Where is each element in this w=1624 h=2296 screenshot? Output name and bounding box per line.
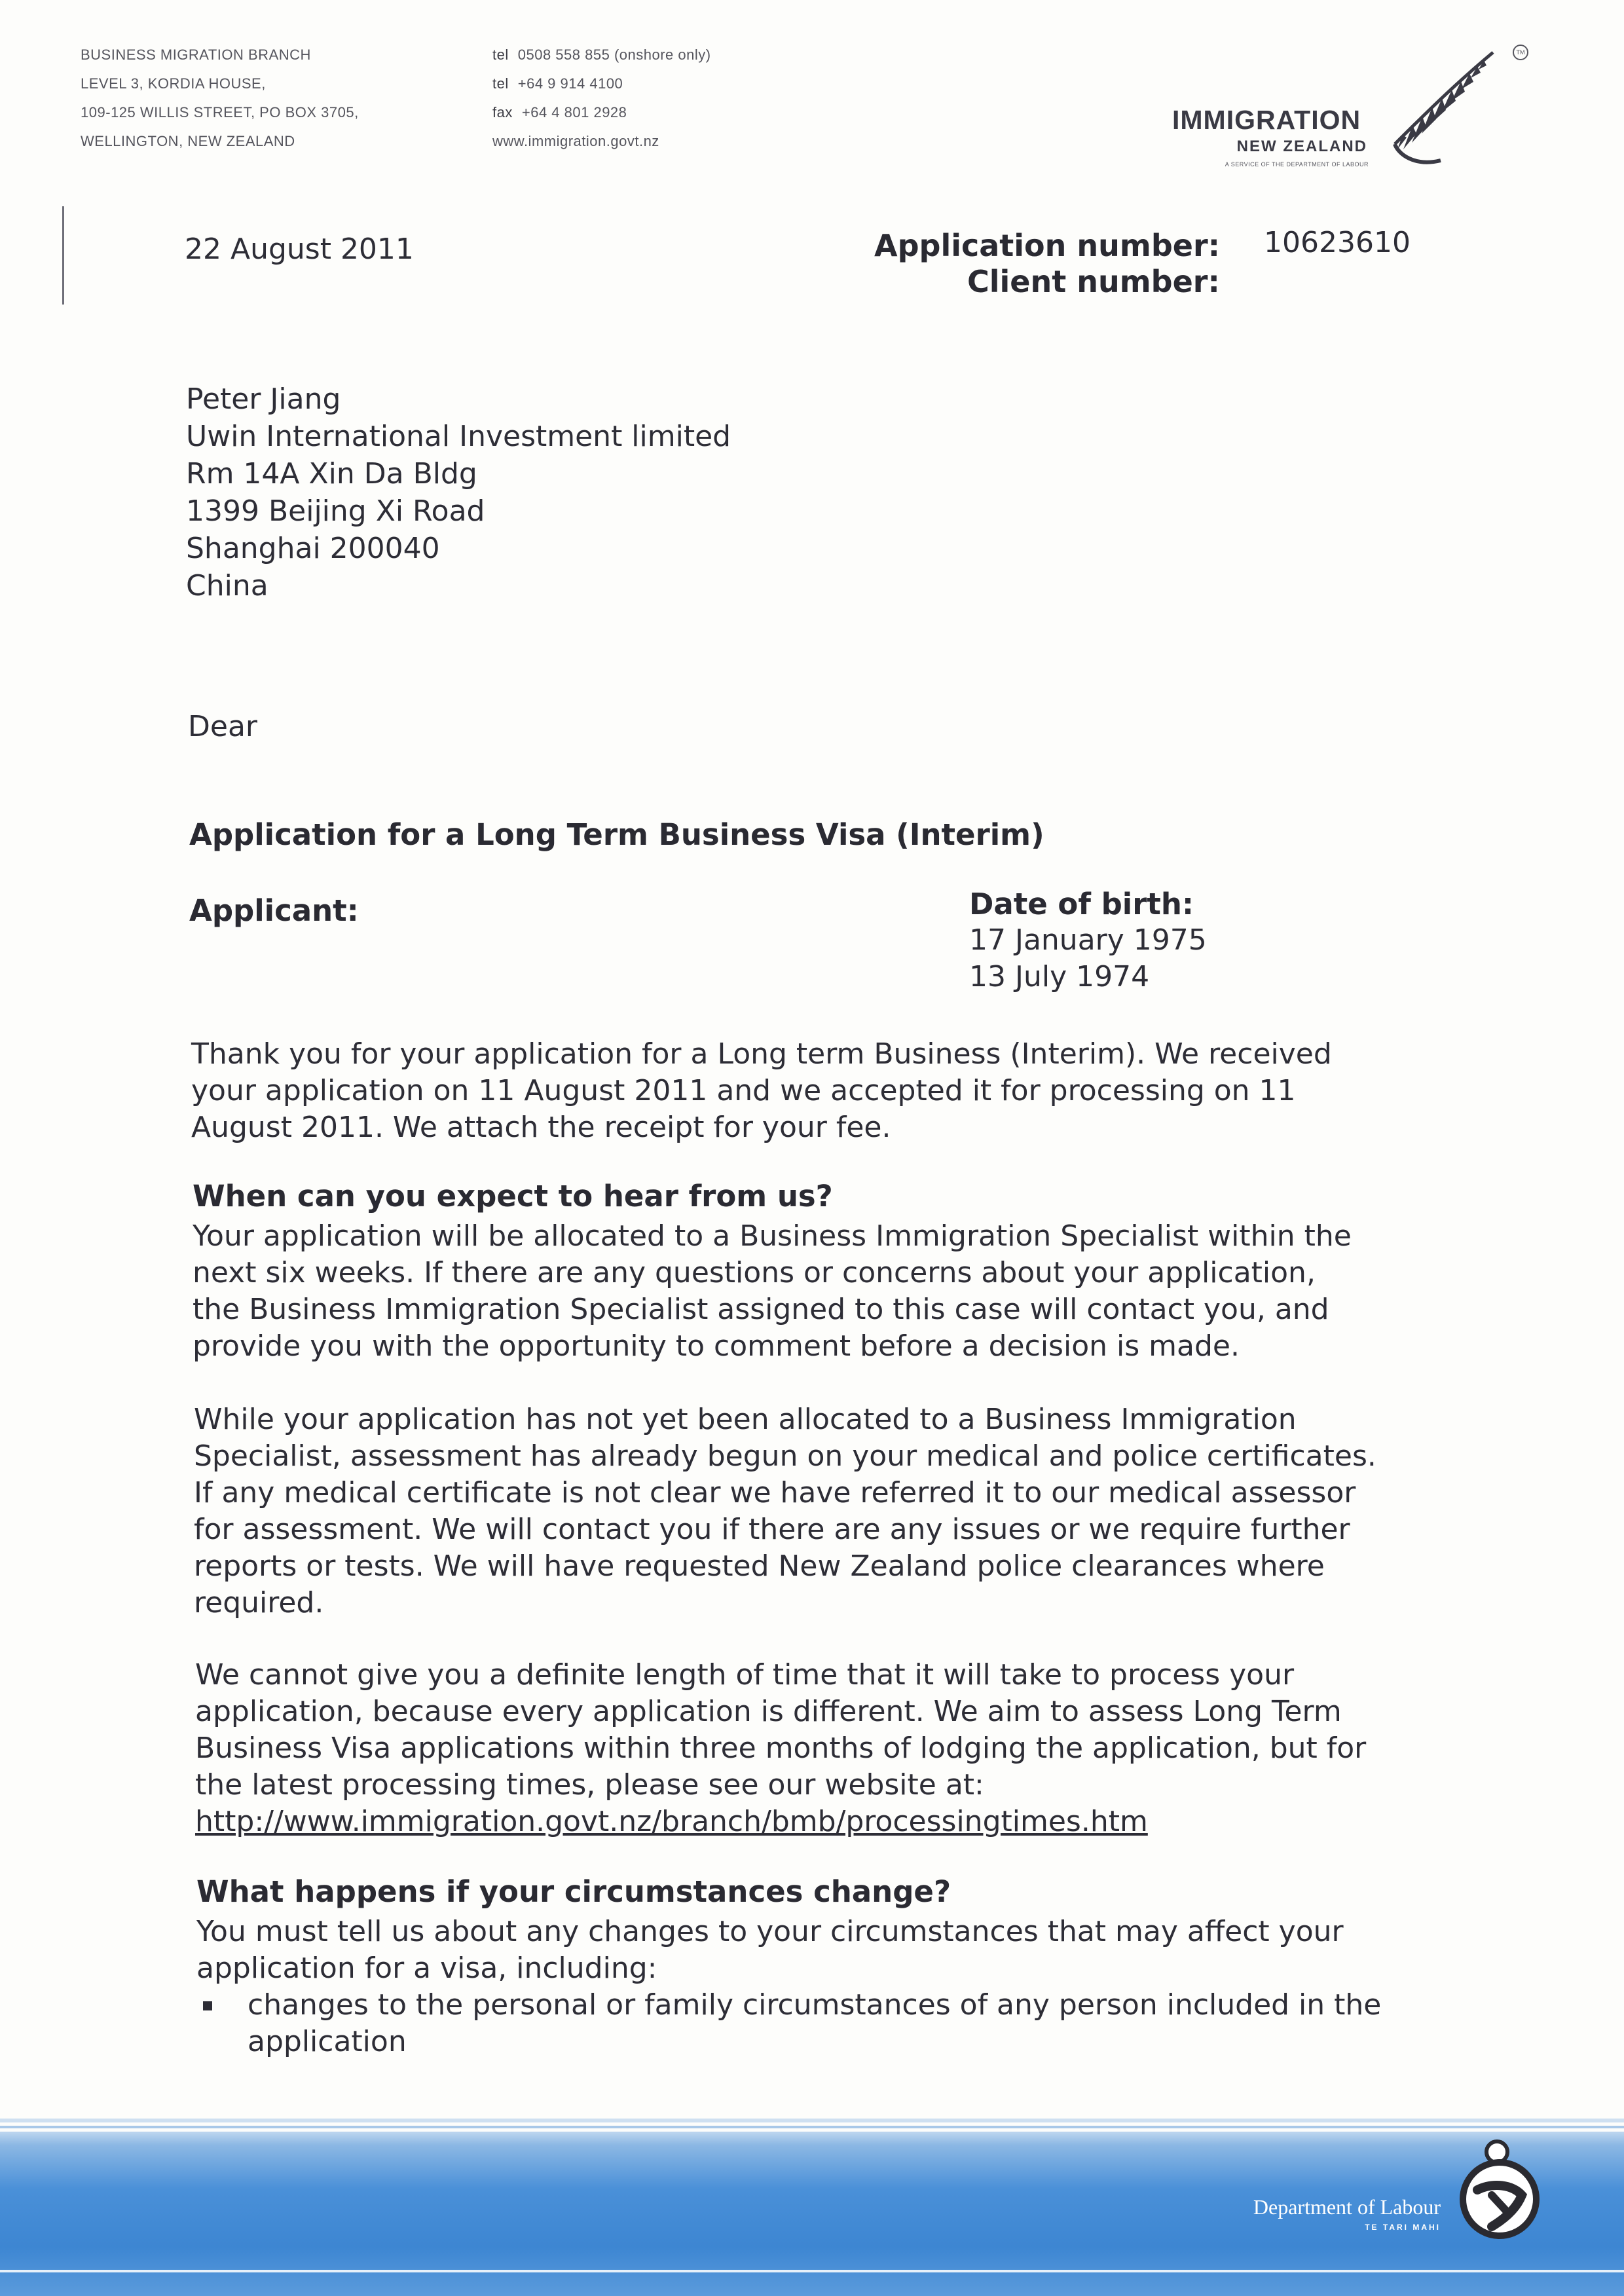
department-of-labour-logo-icon (1454, 2135, 1545, 2246)
department-subtitle: TE TARI MAHI (1365, 2223, 1441, 2232)
processing-paragraph (195, 1657, 1452, 1840)
margin-mark (62, 206, 64, 305)
footer-stripe (0, 2270, 1624, 2272)
paragraph-line: Specialist, assessment has already begun on your medical and police certificates. (194, 1439, 1376, 1473)
paragraph-line: Your application will be allocated to a Business Immigration Specialist within the (193, 1219, 1352, 1253)
address-line: 109-125 WILLIS STREET, PO BOX 3705, (81, 104, 359, 120)
recipient-line: Rm 14A Xin Da Bldg (186, 457, 477, 491)
immigration-nz-logo (1166, 39, 1532, 183)
dob-value: 17 January 1975 (969, 923, 1207, 957)
paragraph-line: If any medical certificate is not clear we have referred it to our medical assessor (194, 1476, 1356, 1509)
address-line: WELLINGTON, NEW ZEALAND (81, 133, 295, 149)
paragraph-line: reports or tests. We will have requested New Zealand police clearances where (194, 1549, 1325, 1583)
bullet-icon (203, 2001, 212, 2010)
recipient-line: 1399 Beijing Xi Road (186, 494, 485, 528)
list-item-line: application (248, 2025, 407, 2058)
recipient-line: Shanghai 200040 (186, 532, 440, 565)
paragraph-line: required. (194, 1586, 324, 1620)
paragraph-line: While your application has not yet been allocated to a Business Immigration (194, 1403, 1297, 1436)
footer-stripe (0, 2119, 1624, 2122)
address-line: LEVEL 3, KORDIA HOUSE, (81, 75, 266, 92)
logo-tagline: A SERVICE OF THE DEPARTMENT OF LABOUR (1225, 161, 1369, 168)
contact-phone-onshore: tel 0508 558 855 (onshore only) (492, 46, 711, 63)
paragraph-line: for assessment. We will contact you if there are any issues or we require further (194, 1513, 1350, 1546)
paragraph-line: Thank you for your application for a Long term Business (Interim). We received (191, 1037, 1332, 1071)
section-heading-circumstances: What happens if your circumstances change? (196, 1874, 951, 1909)
paragraph-line: You must tell us about any changes to your circumstances that may affect your (196, 1915, 1344, 1948)
paragraph-line: your application on 11 August 2011 and we accepted it for processing on 11 (191, 1074, 1296, 1107)
processing-times-link[interactable]: http://www.immigration.govt.nz/branch/bmb/processingtimes.htm (195, 1805, 1148, 1838)
applicant-label: Applicant: (189, 893, 359, 928)
trademark-icon (1513, 45, 1528, 60)
paragraph-line: provide you with the opportunity to comment before a decision is made. (193, 1329, 1240, 1363)
recipient-line: China (186, 569, 268, 602)
circumstances-paragraph (196, 1914, 1454, 1987)
dob-value: 13 July 1974 (969, 960, 1150, 993)
department-name: Department of Labour (1253, 2195, 1441, 2219)
paragraph-line: the latest processing times, please see our website at: (195, 1768, 984, 1802)
intro-paragraph (191, 1036, 1449, 1146)
recipient-line: Peter Jiang (186, 382, 341, 416)
application-number-label: Application number: (874, 228, 1221, 263)
paragraph-line: the Business Immigration Specialist assigned to this case will contact you, and (193, 1293, 1329, 1326)
trademark-text: TM (1516, 49, 1525, 56)
timing-paragraph (193, 1218, 1450, 1365)
sender-address (81, 41, 447, 156)
assessment-paragraph (194, 1401, 1451, 1621)
letter-date: 22 August 2011 (185, 232, 414, 266)
contact-fax: fax +64 4 801 2928 (492, 104, 627, 120)
paragraph-line: application for a visa, including: (196, 1952, 657, 1985)
salutation: Dear (188, 710, 258, 743)
paragraph-line: next six weeks. If there are any questions or concerns about your application, (193, 1256, 1316, 1289)
contact-details (492, 41, 833, 156)
logo-title: IMMIGRATION (1172, 105, 1361, 135)
recipient-address (186, 381, 731, 605)
silver-fern-icon (1369, 39, 1500, 170)
section-heading-timing: When can you expect to hear from us? (193, 1179, 833, 1213)
list-item-line: changes to the personal or family circumstances of any person included in the (248, 1988, 1382, 2022)
application-number: 10623610 (1264, 226, 1411, 259)
paragraph-line: Business Visa applications within three months of lodging the application, but for (195, 1731, 1367, 1765)
bullet-list (203, 1987, 1460, 2060)
contact-phone: tel +64 9 914 4100 (492, 75, 623, 92)
paragraph-line: application, because every application is different. We aim to assess Long Term (195, 1695, 1342, 1728)
paragraph-line: We cannot give you a definite length of time that it will take to process your (195, 1658, 1295, 1692)
subject-line: Application for a Long Term Business Visa (Interim) (189, 817, 1044, 852)
paragraph-line: August 2011. We attach the receipt for your fee. (191, 1111, 891, 1144)
dob-label: Date of birth: (969, 887, 1194, 921)
dob-list (969, 922, 1207, 995)
list-item (203, 1987, 1460, 2060)
recipient-line: Uwin International Investment limited (186, 420, 731, 453)
logo-subtitle: NEW ZEALAND (1236, 138, 1367, 155)
contact-website: www.immigration.govt.nz (492, 133, 659, 149)
address-line: BUSINESS MIGRATION BRANCH (81, 46, 311, 63)
footer-stripe (0, 2126, 1624, 2128)
client-number-label: Client number: (967, 264, 1220, 299)
